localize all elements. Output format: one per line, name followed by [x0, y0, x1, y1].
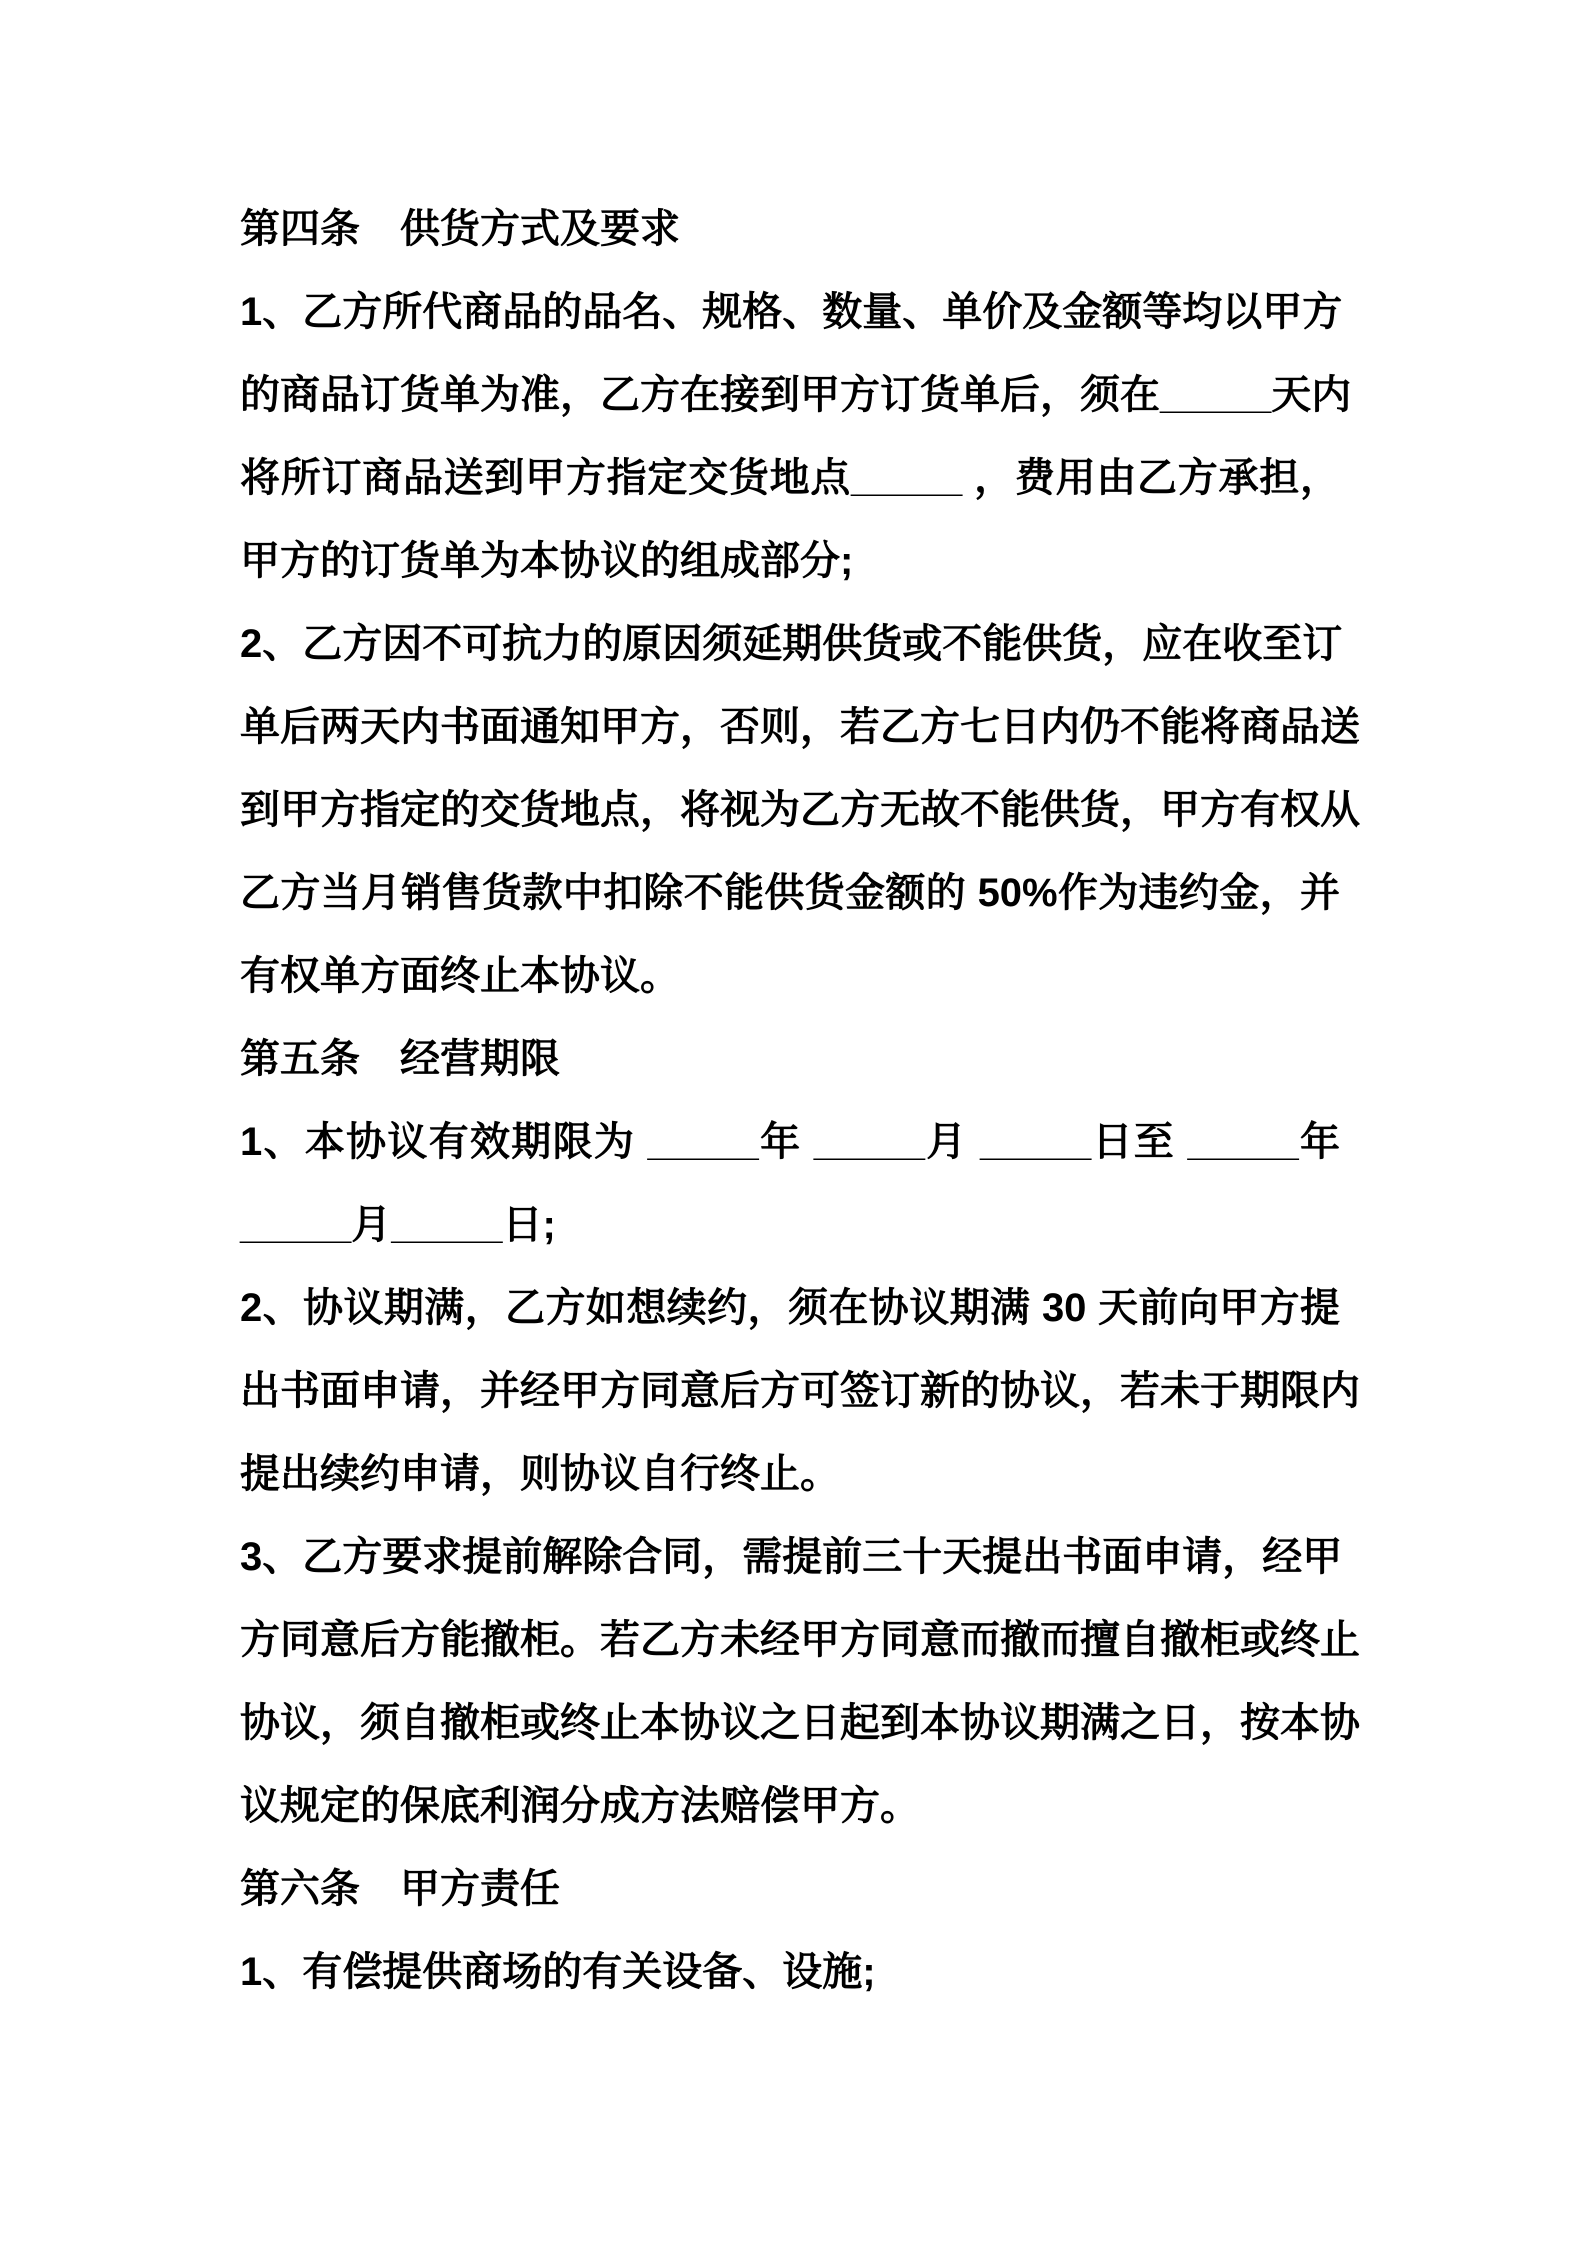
- article-heading: 第四条 供货方式及要求: [240, 207, 680, 251]
- contract-text-line: 的商品订货单为准，乙方在接到甲方订货单后，须在_____天内: [240, 373, 1352, 417]
- contract-text-line: 提出续约申请，则协议自行终止。: [240, 1452, 840, 1496]
- contract-text-line: 单后两天内书面通知甲方，否则，若乙方七日内仍不能将商品送: [240, 705, 1360, 749]
- contract-text-line: _____月_____日;: [240, 1203, 556, 1247]
- contract-text-line: 有权单方面终止本协议。: [240, 954, 680, 998]
- contract-text-line: 出书面申请，并经甲方同意后方可签订新的协议，若未于期限内: [240, 1369, 1360, 1413]
- contract-text-line: 1、有偿提供商场的有关设备、设施;: [240, 1950, 876, 1994]
- contract-text-line: 3、乙方要求提前解除合同，需提前三十天提出书面申请，经甲: [240, 1535, 1343, 1579]
- contract-text-line: 到甲方指定的交货地点，将视为乙方无故不能供货，甲方有权从: [240, 788, 1360, 832]
- contract-text-line: 协议，须自撤柜或终止本协议之日起到本协议期满之日，按本协: [240, 1701, 1360, 1745]
- contract-text-line: 2、乙方因不可抗力的原因须延期供货或不能供货，应在收至订: [240, 622, 1343, 666]
- contract-text-line: 方同意后方能撤柜。若乙方未经甲方同意而撤而擅自撤柜或终止: [240, 1618, 1360, 1662]
- contract-text-line: 议规定的保底利润分成方法赔偿甲方。: [240, 1784, 920, 1828]
- document-body: [240, 188, 1360, 2014]
- contract-text-line: 2、协议期满，乙方如想续约，须在协议期满 30 天前向甲方提: [240, 1286, 1340, 1330]
- contract-text-line: 1、乙方所代商品的品名、规格、数量、单价及金额等均以甲方: [240, 290, 1343, 334]
- article-heading: 第六条 甲方责任: [240, 1867, 560, 1911]
- contract-text-line: 1、本协议有效期限为 _____年 _____月 _____日至 _____年: [240, 1120, 1340, 1164]
- article-heading: 第五条 经营期限: [240, 1037, 560, 1081]
- contract-text-line: 甲方的订货单为本协议的组成部分;: [240, 539, 854, 583]
- contract-text-line: 乙方当月销售货款中扣除不能供货金额的 50%作为违约金，并: [240, 871, 1340, 915]
- contract-text-line: 将所订商品送到甲方指定交货地点_____ ，费用由乙方承担，: [240, 456, 1340, 500]
